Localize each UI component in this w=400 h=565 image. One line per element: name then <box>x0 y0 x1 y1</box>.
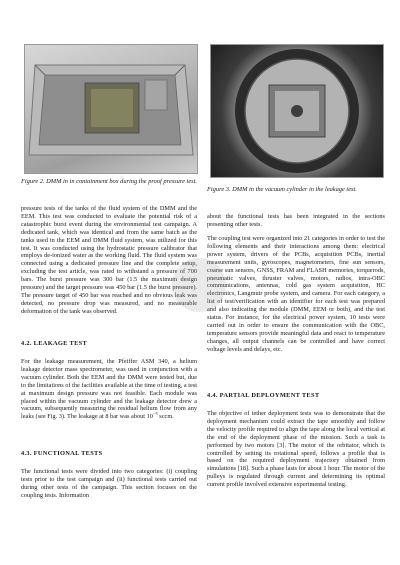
section-heading-partial-deployment-test: 4.4. PARTIAL DEPLOYMENT TEST <box>207 392 320 399</box>
figure-3-caption: Figure 3. DMM in the vacuum cylinder in the leakage test. <box>207 186 357 193</box>
containment-box-illustration <box>25 45 197 173</box>
coupling-tests-paragraph: The coupling test were organized into 21 categories in order to test the following elements and their interactions among them: electrical power system, drivers of the PCBs, acquisition PCBs, inertial measurement units, gyroscopes, magnetometers, fine sun sensors, coarse sun sensors, GNSS, FRAM and FLASH memories, torquerods, pneumatic valves, thruster valves, motors, radios, intra-OBC communications, antennas, cold gas system acquisition, HC electronics, Langmuir probe system, and camera. For each category, a list of test/verification with an identifier for each test was prepared and also indicating the module (DMM, EEM or both), and the test status. For instance, for the electrical power system, 10 tests were carried out in order to ensure the communication with the OBC, temperature sensors provide meaningful data and react to temperature changes, all output channels can be controlled and have correct voltage levels and delays, etc. <box>207 235 385 353</box>
functional-tests-paragraph: The functional tests were divided into two categories: (i) coupling tests prior to the test campaign and (ii) functional tests carried out during other tests of the campaign. This section focuses on the coupling tests. Information <box>21 468 197 499</box>
section-heading-leakage-test: 4.2. LEAKAGE TEST <box>21 340 88 347</box>
watermark-circle <box>172 258 226 312</box>
deployment-test-paragraph: The objective of tether deployment tests was to demonstrate that the deployment mechanism could extract the tape smoothly and follow the velocity profile required to align the tape along the local vertical at the end of the deployment phase of the mission. Such a task is performed by two motors [3]. The motor of the orbitator, which is controlled by setting its rotational speed, follows a profile that is based on the required deployment trajectory obtained from simulations [18]. Such a phase lasts for about 1 hour. The motor of the pulleys is regulated through current and determining its optimal current profile involved extensive experimental testing. <box>207 410 385 489</box>
leakage-exponent: −5 <box>152 411 158 417</box>
figure-3-photo <box>210 44 384 178</box>
section-heading-functional-tests: 4.3. FUNCTIONAL TESTS <box>21 450 103 457</box>
functional-tests-continued-paragraph: about the functional tests has been integrated in the sections presenting other tests. <box>207 213 385 228</box>
leakage-text: For the leakage measurement, the Pfeiffer ASM 340, a helium leakage detector mass spectrometer, was used in conjunction with a vacuum cylinder. Both the EEM and the DMM were tested but, due to the limitations of the facilities available at the time of testing, a test at maximum design pressure was not feasible. Each module was placed within the vacuum cylinder and the leakage detector drew a vacuum, subsequently measuring the residual helium flow from any leaks (see Fig. 3). The leakage at 8 bar was about 10 <box>21 358 197 421</box>
figure-2-caption: Figure 2. DMM in in containment box during the proof pressure test. <box>21 178 198 185</box>
leakage-unit: sccm. <box>157 413 174 421</box>
pressure-test-paragraph: pressure tests of the tanks of the fluid system of the DMM and the EEM. This test was conducted to evaluate the potential risk of a catastrophic burst event during the environmental test campaign. A dedicated tank, which was identical and from the same batch as the tanks used in the EEM and DMM fluid system, was utilized for this test. It was conducted using the hydrostatic pressure calibrator that employs de-ionized water as the working fluid. The fluid system was connected using a dedicated pressure line and the complete setup, excluding the test article, was rated to withstand a pressure of 700 bars. The burst pressure was 300 bar (1.5 the maximum design pressure) and the target pressure was 450 bar (1.5 the burst pressure). The pressure target of 450 bar was reached and no obvious leak was detected, no pressure drop was measured, and no measurable deformation of the tank was observed. <box>21 205 197 315</box>
vacuum-cylinder-illustration <box>211 45 383 177</box>
leakage-test-paragraph <box>21 358 197 421</box>
figure-2-photo <box>24 44 198 174</box>
